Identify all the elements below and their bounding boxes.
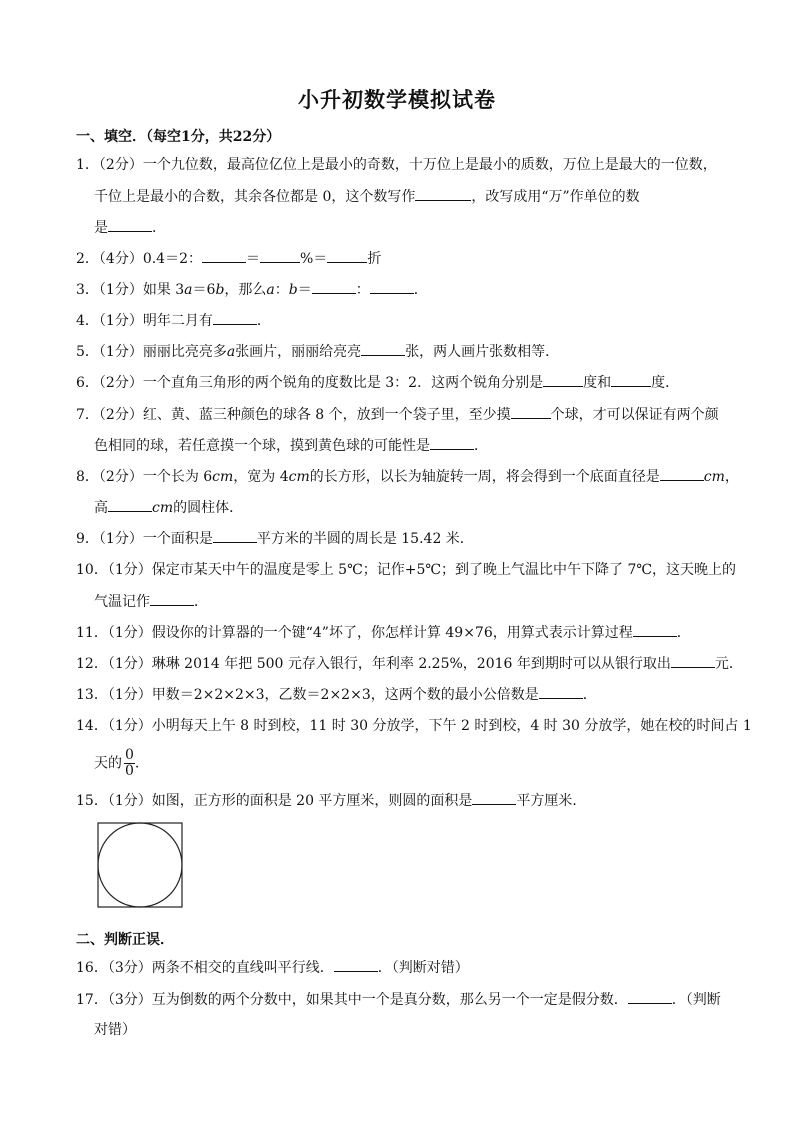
question-2-text-b: ＝ <box>246 251 260 267</box>
question-2-text-a: 2．（4分）0.4＝2： <box>76 251 202 267</box>
period: ． <box>676 625 691 641</box>
question-8-text-a: 8．（2分）一个长为 6 <box>76 469 213 485</box>
question-17-text-c: 对错） <box>94 1022 136 1038</box>
question-10-text-a: 10．（1分）保定市某天中午的温度是零上 5℃；记作+5℃；到了晚上气温比中午下降了 7℃，这天晚上的 <box>76 562 737 578</box>
variable-b: b <box>288 282 298 298</box>
question-3 <box>76 279 736 300</box>
question-6-text-c: 度． <box>651 375 680 391</box>
answer-blank[interactable] <box>334 957 378 972</box>
question-15 <box>76 790 736 811</box>
answer-blank[interactable] <box>260 248 300 263</box>
question-1-text-c: ，改写成用“万”作单位的数 <box>471 189 640 205</box>
variable-a: a <box>226 344 236 360</box>
answer-blank[interactable] <box>660 466 704 481</box>
question-7-text-c: 色相同的球，若任意摸一个球，摸到黄色球的可能性是 <box>94 438 430 454</box>
question-5 <box>76 341 736 362</box>
question-12-text-b: 元． <box>714 656 743 672</box>
question-2-text-c: %＝ <box>300 251 328 267</box>
question-14-text-a: 14．（1分）小明每天上午 8 时到校，11 时 30 分放学，下午 2 时到校，4 时 30 分放学，她在校的时间占 1 <box>76 718 752 734</box>
question-3-text-c: ＝6 <box>192 282 216 298</box>
answer-blank[interactable] <box>312 279 356 294</box>
question-10-line-1 <box>76 560 736 580</box>
question-17-line-2 <box>94 1020 754 1040</box>
question-6-text-b: 度和 <box>583 375 612 391</box>
question-8-text-j: 的圆柱体． <box>173 500 244 516</box>
question-7-line-2 <box>94 435 754 456</box>
square-circle-diagram <box>96 822 186 910</box>
question-17-text-b: ．（判断 <box>671 992 721 1008</box>
question-17-text-a: 17．（3分）互为倒数的两个分数中，如果其中一个是真分数，那么另一个一定是假分数． <box>76 992 628 1008</box>
question-16-text-b: ．（判断对错） <box>377 960 469 976</box>
section-fill-in-heading: 一、填空．（每空1分，共22分） <box>76 129 281 145</box>
period: . <box>134 755 140 772</box>
question-1-text-b: 千位上是最小的合数，其余各位都是 0，这个数写作 <box>94 189 416 205</box>
equals: ＝ <box>297 282 312 298</box>
unit-cm: cm <box>703 469 725 485</box>
answer-blank[interactable] <box>150 591 194 606</box>
question-7-text-b: 个球，才可以保证有两个颜 <box>550 407 719 423</box>
colon: ： <box>355 282 370 298</box>
unit-cm: cm <box>212 469 234 485</box>
question-8-text-h: 高 <box>94 500 108 516</box>
fraction-denominator: 0 <box>125 763 134 779</box>
question-7-text-a: 7．（2分）红、黄、蓝三种颜色的球各 8 个，放到一个袋子里，至少摸 <box>76 407 511 423</box>
question-13 <box>76 684 736 705</box>
question-15-text-a: 15．（1分）如图，正方形的面积是 20 平方厘米，则圆的面积是 <box>76 793 473 809</box>
question-1-text-d: 是 <box>94 220 108 236</box>
question-9-text-a: 9．（1分）一个面积是 <box>76 531 213 547</box>
question-4-text-a: 4．（1分）明年二月有 <box>76 313 213 329</box>
question-5-text-a: 5．（1分）丽丽比亮亮多 <box>76 344 227 360</box>
question-14-line-2 <box>94 748 754 779</box>
question-1-line-1 <box>76 155 736 175</box>
question-1-text-e: ． <box>152 220 166 236</box>
question-8-text-e: 的长方形，以长为轴旋转一周，将会得到一个底面直径是 <box>309 469 660 485</box>
answer-blank[interactable] <box>472 790 516 805</box>
answer-blank[interactable] <box>202 248 246 263</box>
question-10-line-2 <box>94 591 754 612</box>
question-17-line-1 <box>76 989 736 1010</box>
answer-blank[interactable] <box>327 248 367 263</box>
question-10-text-b: 气温记作 <box>94 594 150 610</box>
answer-blank[interactable] <box>415 186 471 201</box>
period: ． <box>256 313 271 329</box>
question-12-text-a: 12．（1分）琳琳 2014 年把 500 元存入银行，年利率 2.25%，2016 年到期时可以从银行取出 <box>76 656 671 672</box>
question-16-text-a: 16．（3分）两条不相交的直线叫平行线． <box>76 960 334 976</box>
section-true-false-heading: 二、判断正误． <box>76 932 174 948</box>
question-12 <box>76 653 743 674</box>
answer-blank[interactable] <box>370 279 414 294</box>
answer-blank[interactable] <box>671 653 715 668</box>
variable-a: a <box>184 282 193 298</box>
period: ． <box>413 282 428 298</box>
comma: ， <box>724 469 739 485</box>
fraction-numerator: 0 <box>125 747 134 763</box>
circle-shape <box>98 823 182 907</box>
question-11-text-a: 11．（1分）假设你的计算器的一个键“4”坏了，你怎样计算 49×76，用算式表示计算过程 <box>76 625 633 641</box>
answer-blank[interactable] <box>611 372 651 387</box>
fraction <box>124 748 135 779</box>
period: ． <box>582 687 597 703</box>
question-3-text-a: 3．（1分）如果 3 <box>76 282 185 298</box>
question-1-text-a: 1．（2分）一个九位数，最高位亿位上是最小的奇数，十万位上是最小的质数，万位上是最大的一位数， <box>76 157 717 173</box>
answer-blank[interactable] <box>108 497 152 512</box>
question-8-text-c: ，宽为 4 <box>233 469 289 485</box>
question-6 <box>76 372 736 393</box>
answer-blank[interactable] <box>628 989 672 1004</box>
question-8-line-1 <box>76 466 739 487</box>
colon: ： <box>274 282 289 298</box>
question-3-text-e: ，那么 <box>224 282 267 298</box>
question-15-text-b: 平方厘米． <box>516 793 587 809</box>
question-9 <box>76 528 736 549</box>
answer-blank[interactable] <box>430 435 474 450</box>
question-6-text-a: 6．（2分）一个直角三角形的两个锐角的度数比是 3：2．这两个锐角分别是 <box>76 375 544 391</box>
question-11 <box>76 622 736 643</box>
period: ． <box>194 594 208 610</box>
question-7-line-1 <box>76 404 736 425</box>
question-16 <box>76 957 736 978</box>
question-14-text-b: 天的 <box>94 755 122 772</box>
answer-blank[interactable] <box>543 372 583 387</box>
unit-cm: cm <box>152 500 174 516</box>
period: ． <box>474 438 488 454</box>
question-1-line-3 <box>94 217 754 238</box>
question-8-line-2 <box>94 497 754 518</box>
question-5-text-c: 张画片，丽丽给亮亮 <box>235 344 362 360</box>
page-title: 小升初数学模拟试卷 <box>298 87 496 112</box>
answer-blank[interactable] <box>213 310 257 325</box>
question-13-text-a: 13．（1分）甲数＝2×2×2×3，乙数＝2×2×3，这两个数的最小公倍数是 <box>76 687 539 703</box>
square-circle-figure <box>96 822 186 914</box>
question-5-text-d: 张，两人画片张数相等． <box>405 344 560 360</box>
variable-b: b <box>215 282 225 298</box>
answer-blank[interactable] <box>539 684 583 699</box>
question-14-line-1 <box>76 716 752 736</box>
question-2 <box>76 248 736 269</box>
answer-blank[interactable] <box>511 404 551 419</box>
question-9-text-b: 平方米的半圆的周长是 15.42 米． <box>256 531 474 547</box>
unit-cm: cm <box>288 469 310 485</box>
variable-a: a <box>266 282 275 298</box>
answer-blank[interactable] <box>633 622 677 637</box>
answer-blank[interactable] <box>108 217 152 232</box>
question-2-text-d: 折 <box>367 251 382 267</box>
answer-blank[interactable] <box>213 528 257 543</box>
question-4 <box>76 310 736 331</box>
question-1-line-2 <box>94 186 754 207</box>
answer-blank[interactable] <box>361 341 405 356</box>
